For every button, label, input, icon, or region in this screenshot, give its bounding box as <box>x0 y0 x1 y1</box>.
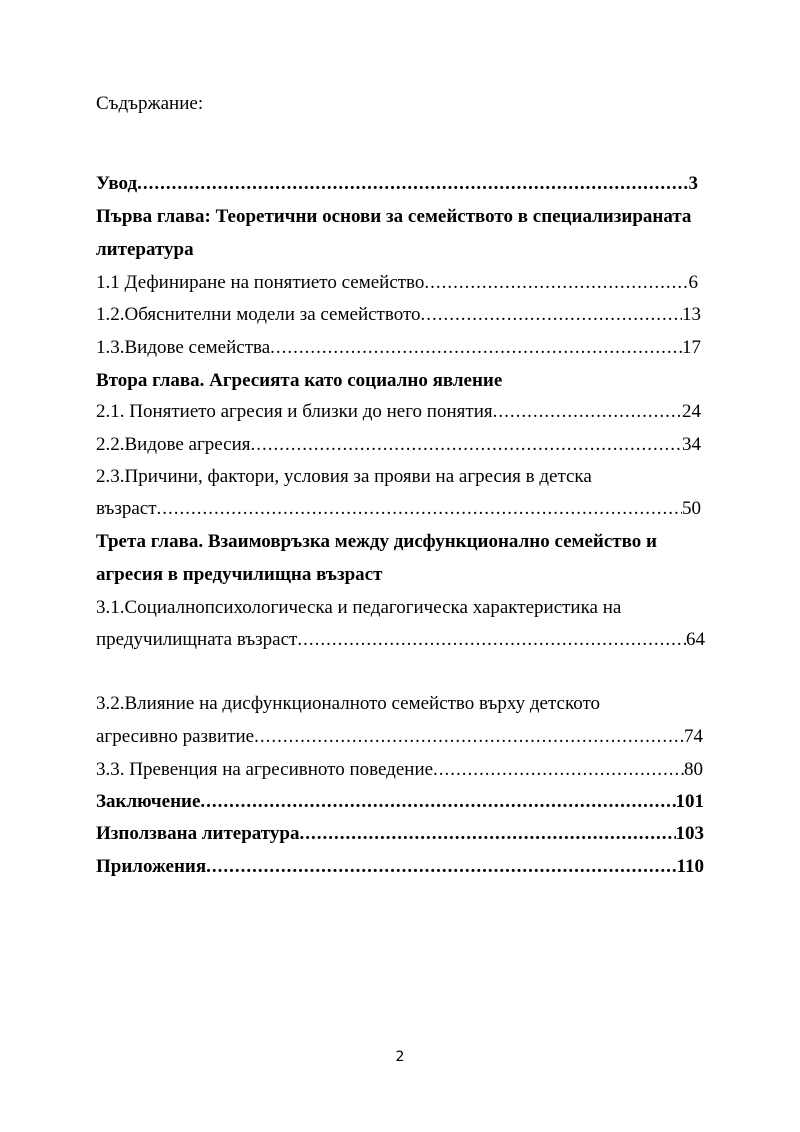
toc-entry-page: 13 <box>682 304 701 325</box>
toc-entry-1-3 <box>96 336 701 360</box>
toc-entry-page: 64 <box>686 629 705 650</box>
toc-leader-dots <box>421 303 683 327</box>
toc-entry-2-2 <box>96 433 701 457</box>
toc-entry-page: 74 <box>684 726 703 747</box>
chapter-1-title-line-1: Първа глава: Теоретични основи за семейството в специализираната <box>96 206 692 227</box>
toc-entry-1-2 <box>96 303 701 327</box>
toc-entry-label: Увод <box>96 173 138 194</box>
toc-leader-dots <box>157 497 683 521</box>
toc-leader-dots <box>254 725 684 749</box>
toc-leader-dots <box>433 758 684 782</box>
toc-leader-dots <box>206 855 676 879</box>
toc-leader-dots <box>297 628 686 652</box>
toc-entry-page: 24 <box>682 401 701 422</box>
toc-entry-3-1-line-1: 3.1.Социалнопсихологическа и педагогическа характеристика на <box>96 597 622 618</box>
chapter-1-title-line-2: литература <box>96 239 194 260</box>
chapter-3-title-line-1: Трета глава. Взаимовръзка между дисфункционално семейство и <box>96 531 657 552</box>
toc-entry-label: агресивно развитие <box>96 726 255 747</box>
toc-entry-intro <box>96 172 698 196</box>
toc-entry-page: 6 <box>688 272 698 293</box>
toc-entry-page: 110 <box>676 856 704 877</box>
toc-entry-1-1 <box>96 271 698 295</box>
toc-entry-label: 1.1 Дефиниране на понятието семейство <box>96 272 425 293</box>
toc-leader-dots <box>424 271 688 295</box>
toc-entry-2-1 <box>96 400 701 424</box>
toc-heading: Съдържание: <box>96 93 204 114</box>
toc-entry-3-3 <box>96 758 703 782</box>
toc-entry-label: 2.2.Видове агресия <box>96 434 251 455</box>
toc-entry-label: 1.3.Видове семейства <box>96 337 271 358</box>
toc-leader-dots <box>200 790 675 814</box>
toc-entry-page: 101 <box>675 791 704 812</box>
toc-leader-dots <box>137 172 688 196</box>
toc-entry-label: възраст <box>96 498 157 519</box>
toc-entry-2-3-line-1: 2.3.Причини, фактори, условия за прояви на агресия в детска <box>96 466 592 487</box>
toc-entry-label: 1.2.Обяснителни модели за семейството <box>96 304 421 325</box>
toc-entry-page: 3 <box>688 173 698 194</box>
toc-entry-bibliography <box>96 822 704 846</box>
toc-entry-page: 17 <box>682 337 701 358</box>
chapter-3-title-line-2: агресия в предучилищна възраст <box>96 564 383 585</box>
toc-entry-label: предучилищната възраст <box>96 629 298 650</box>
toc-leader-dots <box>270 336 682 360</box>
toc-entry-page: 80 <box>684 759 703 780</box>
toc-entry-3-1 <box>96 628 705 652</box>
toc-entry-label: Използвана литература <box>96 823 300 844</box>
toc-entry-3-2 <box>96 725 703 749</box>
toc-entry-appendices <box>96 855 704 879</box>
toc-entry-label: Приложения <box>96 856 207 877</box>
toc-leader-dots <box>299 822 675 846</box>
toc-entry-label: 2.1. Понятието агресия и близки до него понятия <box>96 401 493 422</box>
toc-entry-conclusion <box>96 790 704 814</box>
toc-entry-page: 34 <box>682 434 701 455</box>
toc-entry-page: 50 <box>682 498 701 519</box>
toc-entry-label: Заключение <box>96 791 201 812</box>
chapter-2-title: Втора глава. Агресията като социално явление <box>96 370 503 391</box>
toc-entry-3-2-line-1: 3.2.Влияние на дисфункционалното семейство върху детското <box>96 693 601 714</box>
toc-entry-label: 3.3. Превенция на агресивното поведение <box>96 759 434 780</box>
page-number: 2 <box>395 1049 405 1065</box>
toc-entry-2-3 <box>96 497 701 521</box>
toc-entry-page: 103 <box>675 823 704 844</box>
toc-leader-dots <box>251 433 682 457</box>
toc-leader-dots <box>493 400 682 424</box>
